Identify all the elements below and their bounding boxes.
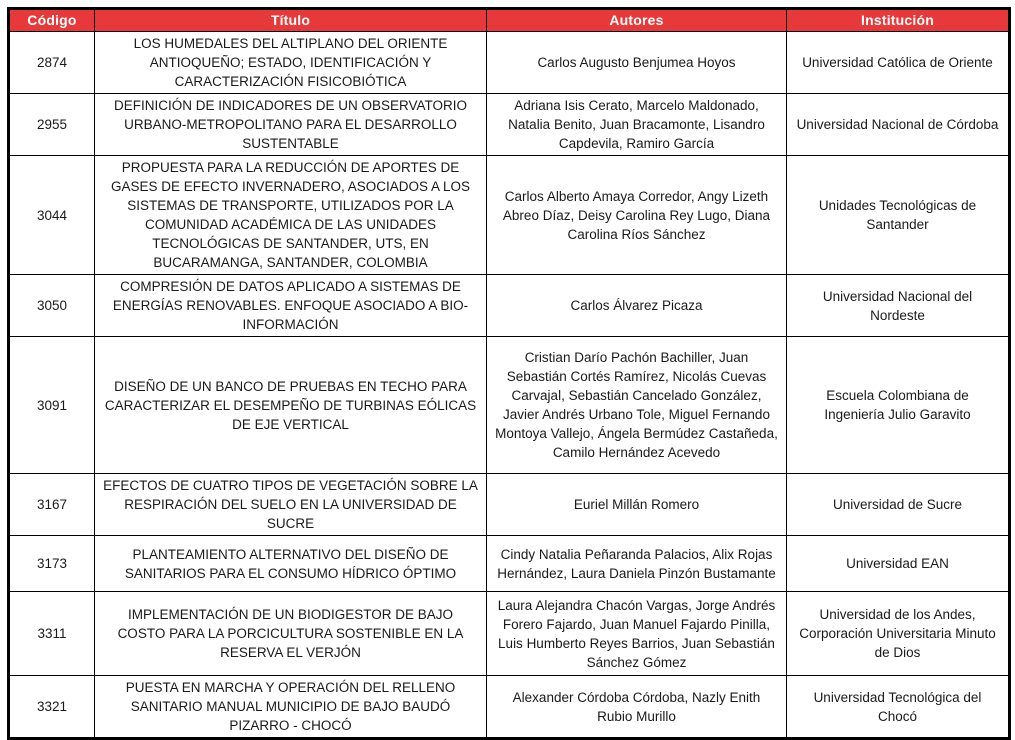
cell-institucion: Escuela Colombiana de Ingeniería Julio Garavito [787, 337, 1010, 474]
cell-titulo: IMPLEMENTACIÓN DE UN BIODIGESTOR DE BAJO COSTO PARA LA PORCICULTURA SOSTENIBLE EN LA RESERVA EL VERJÓN [95, 592, 487, 676]
cell-autores: Carlos Álvarez Picaza [487, 275, 787, 337]
table-header [9, 9, 1010, 32]
table-row [9, 156, 1010, 275]
cell-autores: Euriel Millán Romero [487, 474, 787, 536]
cell-autores: Cristian Darío Pachón Bachiller, Juan Sebastián Cortés Ramírez, Nicolás Cuevas Carvajal, Sebastián Cancelado González, Javier Andrés Urbano Tole, Miguel Fernando Montoya Vallejo, Ángela Bermúdez Castañeda, Camilo Hernández Acevedo [487, 337, 787, 474]
table-row [9, 94, 1010, 156]
cell-titulo: DISEÑO DE UN BANCO DE PRUEBAS EN TECHO PARA CARACTERIZAR EL DESEMPEÑO DE TURBINAS EÓLICAS DE EJE VERTICAL [95, 337, 487, 474]
cell-institucion: Universidad de los Andes, Corporación Universitaria Minuto de Dios [787, 592, 1010, 676]
cell-codigo: 2955 [9, 94, 95, 156]
column-header-autores: Autores [487, 9, 787, 32]
table-row [9, 32, 1010, 94]
cell-codigo: 2874 [9, 32, 95, 94]
cell-institucion: Universidad Nacional de Córdoba [787, 94, 1010, 156]
cell-titulo: DEFINICIÓN DE INDICADORES DE UN OBSERVATORIO URBANO-METROPOLITANO PARA EL DESARROLLO SUSTENTABLE [95, 94, 487, 156]
cell-autores: Adriana Isis Cerato, Marcelo Maldonado, Natalia Benito, Juan Bracamonte, Lisandro Capdevila, Ramiro García [487, 94, 787, 156]
table-row [9, 676, 1010, 739]
cell-titulo: PLANTEAMIENTO ALTERNATIVO DEL DISEÑO DE SANITARIOS PARA EL CONSUMO HÍDRICO ÓPTIMO [95, 536, 487, 592]
cell-codigo: 3091 [9, 337, 95, 474]
cell-codigo: 3311 [9, 592, 95, 676]
column-header-codigo: Código [9, 9, 95, 32]
submissions-table [7, 7, 1011, 740]
cell-codigo: 3050 [9, 275, 95, 337]
cell-institucion: Universidad Católica de Oriente [787, 32, 1010, 94]
cell-titulo: EFECTOS DE CUATRO TIPOS DE VEGETACIÓN SOBRE LA RESPIRACIÓN DEL SUELO EN LA UNIVERSIDAD DE SUCRE [95, 474, 487, 536]
cell-autores: Laura Alejandra Chacón Vargas, Jorge Andrés Forero Fajardo, Juan Manuel Fajardo Pinilla, Luis Humberto Reyes Barrios, Juan Sebastián Sánchez Gómez [487, 592, 787, 676]
table-row [9, 337, 1010, 474]
cell-titulo: PROPUESTA PARA LA REDUCCIÓN DE APORTES DE GASES DE EFECTO INVERNADERO, ASOCIADOS A LOS SISTEMAS DE TRANSPORTE, UTILIZADOS POR LA COMUNIDAD ACADÉMICA DE LAS UNIDADES TECNOLÓGICAS DE SANTANDER, UTS, EN BUCARAMANGA, SANTANDER, COLOMBIA [95, 156, 487, 275]
cell-autores: Cindy Natalia Peñaranda Palacios, Alix Rojas Hernández, Laura Daniela Pinzón Bustamante [487, 536, 787, 592]
cell-titulo: LOS HUMEDALES DEL ALTIPLANO DEL ORIENTE ANTIOQUEÑO; ESTADO, IDENTIFICACIÓN Y CARACTERIZACIÓN FISICOBIÓTICA [95, 32, 487, 94]
column-header-titulo: Título [95, 9, 487, 32]
cell-autores: Alexander Córdoba Córdoba, Nazly Enith Rubio Murillo [487, 676, 787, 739]
table-row [9, 592, 1010, 676]
cell-codigo: 3173 [9, 536, 95, 592]
cell-institucion: Universidad Nacional del Nordeste [787, 275, 1010, 337]
table-row [9, 474, 1010, 536]
table-body [9, 32, 1010, 739]
cell-institucion: Universidad EAN [787, 536, 1010, 592]
table-row [9, 275, 1010, 337]
cell-autores: Carlos Augusto Benjumea Hoyos [487, 32, 787, 94]
cell-autores: Carlos Alberto Amaya Corredor, Angy Lizeth Abreo Díaz, Deisy Carolina Rey Lugo, Diana Carolina Ríos Sánchez [487, 156, 787, 275]
cell-titulo: COMPRESIÓN DE DATOS APLICADO A SISTEMAS DE ENERGÍAS RENOVABLES. ENFOQUE ASOCIADO A BIO-INFORMACIÓN [95, 275, 487, 337]
cell-codigo: 3321 [9, 676, 95, 739]
table-row [9, 536, 1010, 592]
header-row [9, 9, 1010, 32]
cell-titulo: PUESTA EN MARCHA Y OPERACIÓN DEL RELLENO SANITARIO MANUAL MUNICIPIO DE BAJO BAUDÓ PIZARRO - CHOCÓ [95, 676, 487, 739]
cell-codigo: 3044 [9, 156, 95, 275]
cell-institucion: Unidades Tecnológicas de Santander [787, 156, 1010, 275]
column-header-institucion: Institución [787, 9, 1010, 32]
cell-institucion: Universidad Tecnológica del Chocó [787, 676, 1010, 739]
cell-codigo: 3167 [9, 474, 95, 536]
cell-institucion: Universidad de Sucre [787, 474, 1010, 536]
